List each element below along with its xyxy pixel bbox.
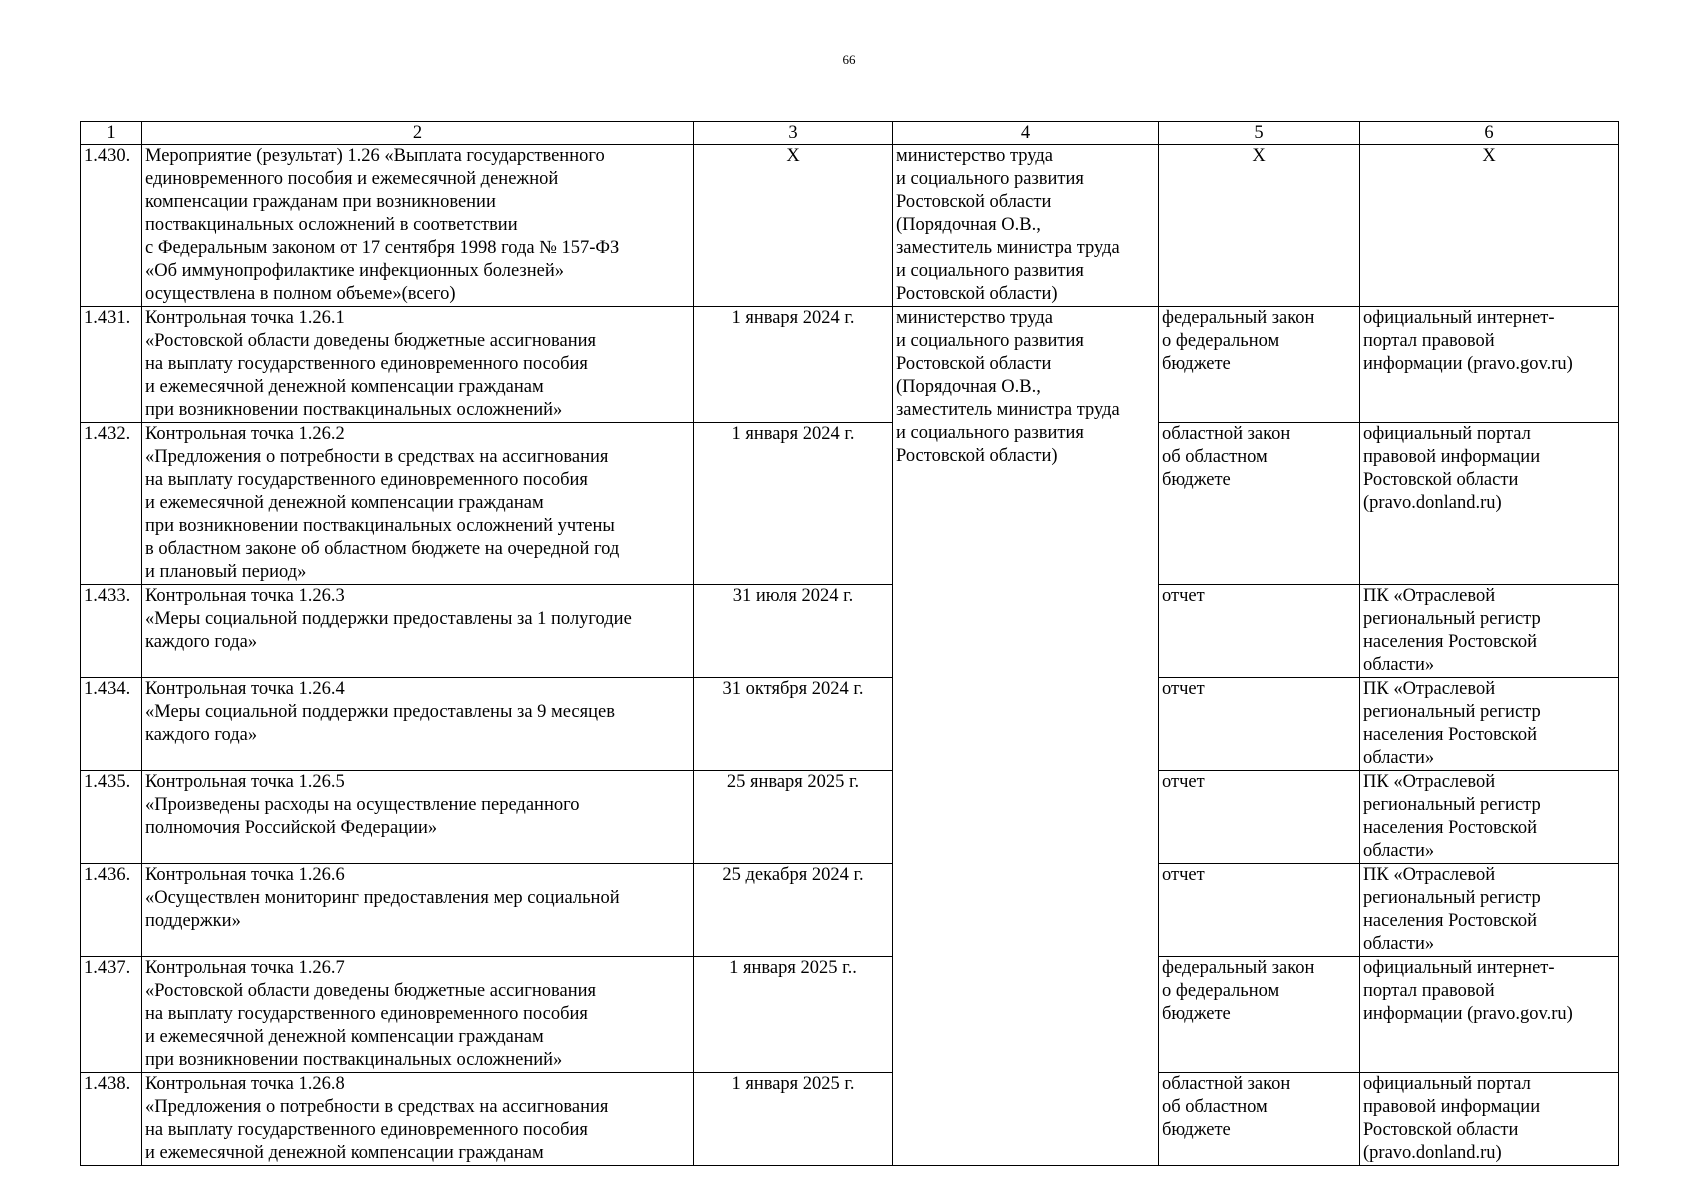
row-number: 1.436.	[81, 864, 142, 957]
event-name-text: Контрольная точка 1.26.5 «Произведены расходы на осуществление переданного полномочия Российской Федерации»	[145, 772, 580, 838]
document-type-text: федеральный закон о федеральном бюджете	[1162, 958, 1315, 1024]
deadline: 1 января 2025 г..	[694, 957, 893, 1073]
document-type	[1159, 678, 1360, 771]
event-name	[142, 864, 694, 957]
info-system: Х	[1360, 145, 1619, 307]
event-name-text: Контрольная точка 1.26.1 «Ростовской области доведены бюджетные ассигнования на выплату государственного единовременного пособия и ежемесячной денежной компенсации гражданам при возникновении поствакцинальных осложнений»	[145, 308, 597, 420]
event-name-text: Мероприятие (результат) 1.26 «Выплата государственного единовременного пособия и ежемесячной денежной компенсации гражданам при возникновении поствакцинальных осложнений в соответствии с Федеральным законом от 17 сентября 1998 года № 157-ФЗ «Об иммунопрофилактике инфекционных болезней» осуществлена в полном объеме»(всего)	[145, 146, 620, 304]
document-type-text: областной закон об областном бюджете	[1162, 1074, 1291, 1140]
row-number: 1.430.	[81, 145, 142, 307]
table-row	[81, 1073, 1619, 1166]
table-row	[81, 423, 1619, 585]
table-row	[81, 145, 1619, 307]
document-type-text: областной закон об областном бюджете	[1162, 424, 1291, 490]
document-type: Х	[1159, 145, 1360, 307]
event-name	[142, 307, 694, 423]
info-system-text: официальный интернет- портал правовой информации (pravo.gov.ru)	[1363, 308, 1573, 374]
row-number: 1.432.	[81, 423, 142, 585]
event-name	[142, 423, 694, 585]
row-number: 1.435.	[81, 771, 142, 864]
info-system-text: официальный интернет- портал правовой информации (pravo.gov.ru)	[1363, 958, 1573, 1024]
document-type	[1159, 307, 1360, 423]
deadline: 1 января 2024 г.	[694, 307, 893, 423]
event-name-text: Контрольная точка 1.26.6 «Осуществлен мониторинг предоставления мер социальной поддержки»	[145, 865, 620, 931]
page-number: 66	[842, 52, 856, 67]
info-system-text: ПК «Отраслевой региональный регистр населения Ростовской области»	[1363, 865, 1541, 954]
deadline: 31 октября 2024 г.	[694, 678, 893, 771]
document-type-text: отчет	[1162, 865, 1205, 885]
deadline: 1 января 2024 г.	[694, 423, 893, 585]
deadline: 1 января 2025 г.	[694, 1073, 893, 1166]
info-system-text: официальный портал правовой информации Ростовской области (pravo.donland.ru)	[1363, 1074, 1541, 1163]
document-type	[1159, 864, 1360, 957]
table-row	[81, 771, 1619, 864]
event-name	[142, 585, 694, 678]
document-type	[1159, 1073, 1360, 1166]
info-system	[1360, 678, 1619, 771]
table-row	[81, 864, 1619, 957]
deadline: Х	[694, 145, 893, 307]
document-type-text: федеральный закон о федеральном бюджете	[1162, 308, 1315, 374]
table-row	[81, 307, 1619, 423]
events-table	[80, 121, 1619, 1166]
column-header: 1	[81, 122, 142, 145]
event-name	[142, 145, 694, 307]
event-name-text: Контрольная точка 1.26.8 «Предложения о потребности в средствах на ассигнования на выплату государственного единовременного пособия и ежемесячной денежной компенсации гражданам	[145, 1074, 609, 1163]
info-system	[1360, 771, 1619, 864]
responsible-text: министерство труда и социального развития Ростовской области (Порядочная О.В., заместитель министра труда и социального развития Ростовской области)	[896, 146, 1120, 304]
event-name-text: Контрольная точка 1.26.7 «Ростовской области доведены бюджетные ассигнования на выплату государственного единовременного пособия и ежемесячной денежной компенсации гражданам при возникновении поствакцинальных осложнений»	[145, 958, 597, 1070]
deadline: 25 декабря 2024 г.	[694, 864, 893, 957]
document-type-text: отчет	[1162, 772, 1205, 792]
event-name-text: Контрольная точка 1.26.4 «Меры социальной поддержки предоставлены за 9 месяцев каждого года»	[145, 679, 615, 745]
column-header: 4	[893, 122, 1159, 145]
info-system	[1360, 1073, 1619, 1166]
info-system-text: ПК «Отраслевой региональный регистр населения Ростовской области»	[1363, 586, 1541, 675]
event-name-text: Контрольная точка 1.26.2 «Предложения о потребности в средствах на ассигнования на выплату государственного единовременного пособия и ежемесячной денежной компенсации гражданам при возникновении поствакцинальных осложнений учтены в областном законе об областном бюджете на очередной год и плановый период»	[145, 424, 620, 582]
event-name	[142, 678, 694, 771]
column-header: 2	[142, 122, 694, 145]
document-type	[1159, 957, 1360, 1073]
info-system	[1360, 864, 1619, 957]
row-number: 1.431.	[81, 307, 142, 423]
document-type-text: отчет	[1162, 586, 1205, 606]
column-header: 3	[694, 122, 893, 145]
table-row	[81, 678, 1619, 771]
row-number: 1.433.	[81, 585, 142, 678]
event-name	[142, 957, 694, 1073]
info-system	[1360, 307, 1619, 423]
info-system	[1360, 957, 1619, 1073]
header-row	[81, 122, 1619, 145]
responsible	[893, 307, 1159, 1166]
document-type	[1159, 771, 1360, 864]
info-system-text: ПК «Отраслевой региональный регистр населения Ростовской области»	[1363, 772, 1541, 861]
responsible-text: министерство труда и социального развития Ростовской области (Порядочная О.В., заместитель министра труда и социального развития Ростовской области)	[896, 308, 1120, 466]
document-type-text: отчет	[1162, 679, 1205, 699]
info-system	[1360, 585, 1619, 678]
column-header: 6	[1360, 122, 1619, 145]
event-name-text: Контрольная точка 1.26.3 «Меры социальной поддержки предоставлены за 1 полугодие каждого года»	[145, 586, 632, 652]
responsible	[893, 145, 1159, 307]
event-name	[142, 771, 694, 864]
info-system	[1360, 423, 1619, 585]
table-row	[81, 585, 1619, 678]
document-type	[1159, 585, 1360, 678]
info-system-text: ПК «Отраслевой региональный регистр населения Ростовской области»	[1363, 679, 1541, 768]
info-system-text: официальный портал правовой информации Ростовской области (pravo.donland.ru)	[1363, 424, 1541, 513]
column-header: 5	[1159, 122, 1360, 145]
deadline: 25 января 2025 г.	[694, 771, 893, 864]
row-number: 1.434.	[81, 678, 142, 771]
document-type	[1159, 423, 1360, 585]
deadline: 31 июля 2024 г.	[694, 585, 893, 678]
row-number: 1.438.	[81, 1073, 142, 1166]
event-name	[142, 1073, 694, 1166]
table-row	[81, 957, 1619, 1073]
row-number: 1.437.	[81, 957, 142, 1073]
